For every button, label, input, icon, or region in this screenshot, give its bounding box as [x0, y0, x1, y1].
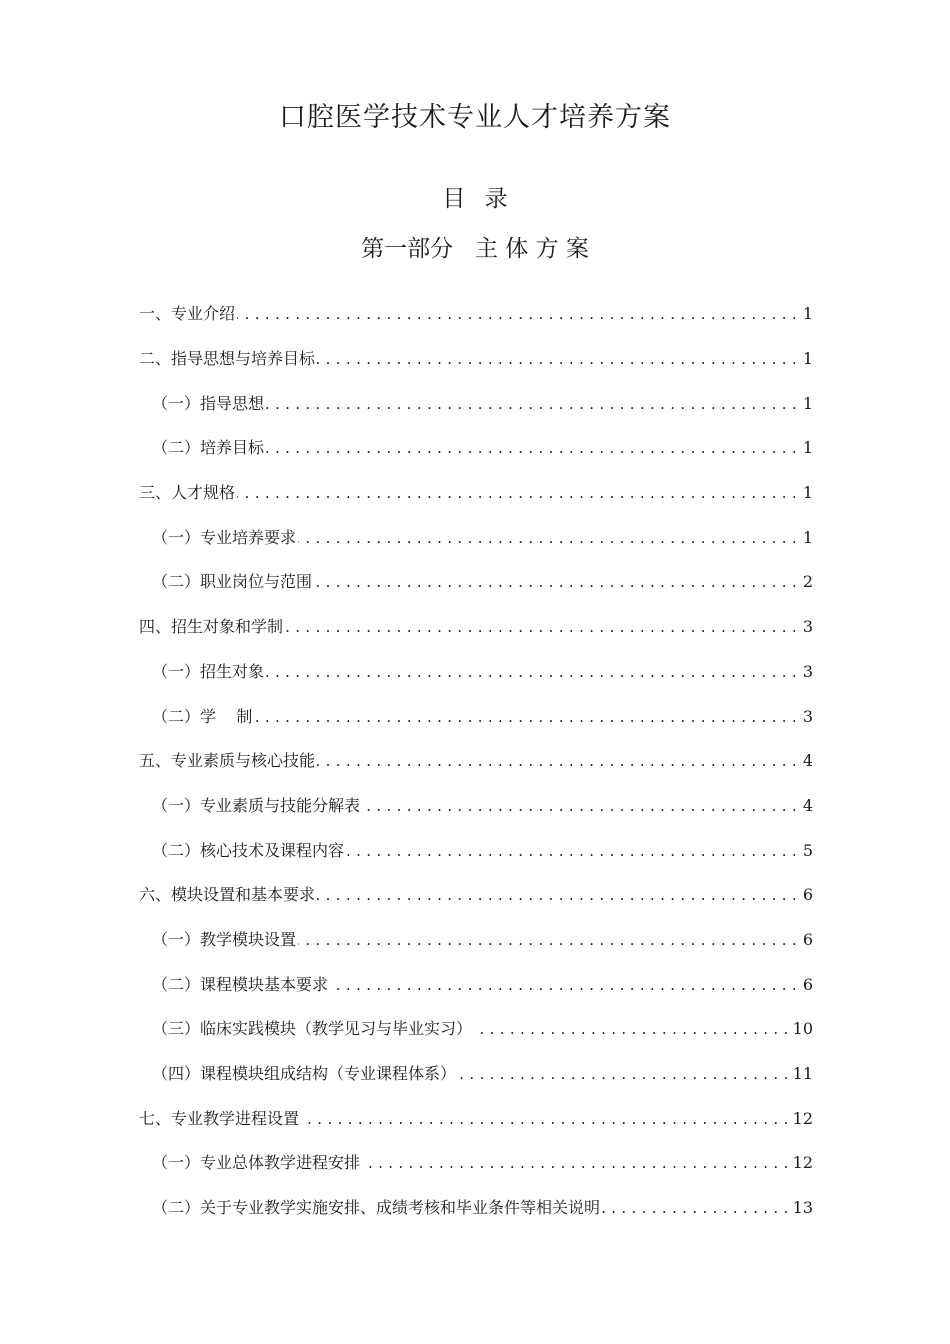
- toc-entry[interactable]: [139, 828, 813, 873]
- toc-dot-leader: [362, 1151, 789, 1175]
- toc-dot-leader: [317, 347, 797, 371]
- toc-entry[interactable]: [139, 605, 813, 650]
- toc-entry-text: （二）培养目标: [152, 436, 266, 460]
- toc-dot-leader: [298, 526, 797, 550]
- toc-dot-leader: [266, 392, 797, 416]
- toc-dot-leader: [314, 570, 797, 594]
- toc-page-number: 12: [792, 1108, 813, 1128]
- toc-page-number: 11: [792, 1064, 813, 1084]
- document-title: 口腔医学技术专业人才培养方案: [279, 102, 671, 133]
- toc-entry[interactable]: [139, 918, 813, 963]
- toc-entry[interactable]: [139, 426, 813, 471]
- toc-entry-text: （二）学 制: [152, 705, 254, 729]
- toc-dot-leader: [237, 481, 797, 505]
- toc-entry[interactable]: [139, 873, 813, 918]
- toc-page-number: 3: [802, 661, 813, 681]
- toc-entry-text: 四、招生对象和学制: [139, 615, 285, 639]
- toc-dot-leader: [237, 302, 797, 326]
- toc-dot-leader: [266, 660, 797, 684]
- toc-dot-leader: [346, 839, 797, 863]
- toc-entry[interactable]: [139, 739, 813, 784]
- toc-dot-leader: [266, 436, 797, 460]
- toc-page-number: 1: [802, 304, 813, 324]
- toc-page-number: 1: [802, 438, 813, 458]
- toc-page-number: 4: [802, 795, 813, 815]
- toc-page-number: 1: [802, 527, 813, 547]
- toc-entry[interactable]: [139, 471, 813, 516]
- toc-dot-leader: [458, 1062, 789, 1086]
- toc-entry[interactable]: [139, 337, 813, 382]
- toc-dot-leader: [301, 1107, 789, 1131]
- toc-entry-text: （二）课程模块基本要求: [152, 973, 330, 997]
- toc-page-number: 6: [802, 929, 813, 949]
- toc-page-number: 6: [802, 974, 813, 994]
- toc-entry[interactable]: [139, 1007, 813, 1052]
- toc-page-number: 5: [802, 840, 813, 860]
- part-heading: 第一部分 主 体 方 案: [361, 236, 589, 262]
- toc-page-number: 13: [792, 1198, 813, 1218]
- toc-dot-leader: [317, 883, 797, 907]
- toc-entry-text: （一）专业素质与技能分解表: [152, 794, 362, 818]
- toc-page-number: 1: [802, 483, 813, 503]
- toc-entry-text: （三）临床实践模块（教学见习与毕业实习）: [152, 1017, 474, 1041]
- toc-entry-text: （一）专业培养要求: [152, 526, 298, 550]
- toc-dot-leader: [317, 749, 797, 773]
- toc-entry-text: 五、专业素质与核心技能: [139, 749, 317, 773]
- toc-page-number: 3: [802, 617, 813, 637]
- toc-entry-text: 六、模块设置和基本要求: [139, 883, 317, 907]
- toc-entry[interactable]: [139, 962, 813, 1007]
- toc-page-number: 4: [802, 751, 813, 771]
- toc-dot-leader: [474, 1017, 789, 1041]
- toc-page-number: 3: [802, 706, 813, 726]
- toc-dot-leader: [285, 615, 797, 639]
- toc-page-number: 6: [802, 885, 813, 905]
- toc-entry-text: （二）职业岗位与范围: [152, 570, 314, 594]
- toc-entry[interactable]: [139, 292, 813, 337]
- toc-entry-text: 二、指导思想与培养目标: [139, 347, 317, 371]
- toc-dot-leader: [298, 928, 797, 952]
- toc-entry[interactable]: [139, 1096, 813, 1141]
- toc-entry-text: 七、专业教学进程设置: [139, 1107, 301, 1131]
- toc-entry[interactable]: [139, 560, 813, 605]
- toc-entry-text: （一）专业总体教学进程安排: [152, 1151, 362, 1175]
- toc-entry[interactable]: [139, 694, 813, 739]
- toc-page-number: 1: [802, 393, 813, 413]
- toc-entry[interactable]: [139, 1052, 813, 1097]
- toc-entry-text: （一）教学模块设置: [152, 928, 298, 952]
- toc-entry[interactable]: [139, 784, 813, 829]
- toc-entry-text: （二）核心技术及课程内容: [152, 839, 346, 863]
- toc-entry[interactable]: [139, 650, 813, 695]
- toc-page-number: 1: [802, 349, 813, 369]
- toc-dot-leader: [602, 1196, 789, 1220]
- toc-entry-text: （一）指导思想: [152, 392, 266, 416]
- toc-entry-text: （二）关于专业教学实施安排、成绩考核和毕业条件等相关说明: [152, 1196, 602, 1220]
- toc-dot-leader: [254, 705, 797, 729]
- toc-entry-text: 三、人才规格: [139, 481, 237, 505]
- toc-entry-text: （四）课程模块组成结构（专业课程体系）: [152, 1062, 458, 1086]
- toc-dot-leader: [362, 794, 797, 818]
- toc-page-number: 10: [792, 1019, 813, 1039]
- toc-page-number: 2: [802, 572, 813, 592]
- toc-entry[interactable]: [139, 1186, 813, 1231]
- toc-page-number: 12: [792, 1153, 813, 1173]
- toc-entry-text: （一）招生对象: [152, 660, 266, 684]
- toc-dot-leader: [330, 973, 797, 997]
- toc-entry[interactable]: [139, 381, 813, 426]
- toc-entry[interactable]: [139, 1141, 813, 1186]
- toc-entry-text: 一、专业介绍: [139, 302, 237, 326]
- toc-heading: 目 录: [442, 186, 508, 212]
- toc-entry[interactable]: [139, 515, 813, 560]
- toc-list: [139, 292, 813, 1230]
